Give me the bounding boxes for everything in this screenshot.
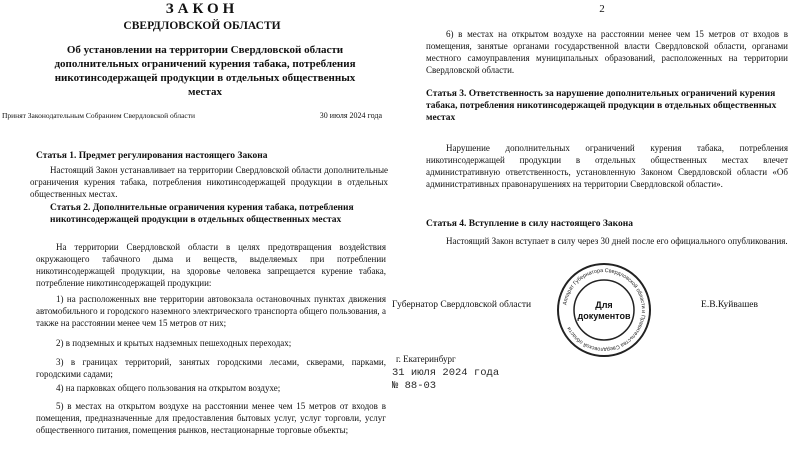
official-stamp [554,260,654,360]
list-item: 4) на парковках общего пользования на открытом воздухе; [56,383,281,393]
article-3-heading: Статья 3. Ответственность за нарушение дополнительных ограничений курения табака, потребления никотинсодержащей продукции в отдельных общественных местах [426,89,777,123]
law-title: ЗАКОН [165,1,239,17]
article-1-text: Настоящий Закон устанавливает на территории Свердловской области дополнительные ограничения курения табака, потребления никотинсодержащей продукции в отдельных общественных местах. [30,165,388,199]
law-number: № 88-03 [392,380,437,392]
signed-date: 31 июля 2024 года [392,367,500,379]
stamp-inner-ring [574,280,634,340]
adoption-note: Принят Законодательным Собранием Свердловской области [2,111,196,120]
list-item: 3) в границах территорий, занятых городскими лесами, скверами, парками, городскими садами; [36,357,386,379]
article-2-heading: Статья 2. Дополнительные ограничения курения табака, потребления никотинсодержащей продукции в отдельных общественных местах [50,203,354,225]
article-1-heading: Статья 1. Предмет регулирования настоящего Закона [36,151,268,161]
page-number: 2 [599,3,605,15]
list-item: 1) на расположенных вне территории автовокзала остановочных пунктах движения автомобильного и городского наземного электрического транспорта общего пользования, а также на расстоянии менее чем 15 метров от них; [36,294,386,328]
stamp-center-line-1: Для [595,300,613,310]
region-title: СВЕРДЛОВСКОЙ ОБЛАСТИ [123,20,281,32]
stamp-outer-ring [558,264,650,356]
governor-signature-name: Е.В.Куйвашев [701,300,758,310]
city: г. Екатеринбург [396,354,456,364]
article-4-heading: Статья 4. Вступление в силу настоящего Закона [426,219,633,229]
document-page-2 [392,0,800,450]
article-4-text: Настоящий Закон вступает в силу через 30 дней после его официального опубликования. [446,236,788,246]
adoption-date: 30 июля 2024 года [319,111,382,120]
document-title: Об установлении на территории Свердловской области дополнительных ограничений курения табака, потребления никотинсодержащей продукции в отдельных общественных местах [54,44,356,98]
article-3-text: Нарушение дополнительных ограничений курения табака, потребления никотинсодержащей продукции в отдельных общественных местах влечет административную ответственность, установленную Законом Свердловской области «Об административных правонарушениях на территории Свердловской области». [426,143,788,189]
list-item: 5) в местах на открытом воздухе на расстоянии менее чем 15 метров от входов в помещения, предназначенные для предоставления бытовых услуг, услуг торговли, услуг общественного питания, помещения рынков, нестационарные торговые объекты; [36,401,386,435]
stamp-center-line-2: документов [577,311,631,321]
list-item: 6) в местах на открытом воздухе на расстоянии менее чем 15 метров от входов в помещения, занятые органами государственной власти Свердловской области, органами местного самоуправления муниципальных образований, расположенных на территории Свердловской области. [426,29,788,75]
list-item: 2) в подземных и крытых надземных пешеходных переходах; [56,338,292,348]
stamp-ring-text: Аппарат Губернатора Свердловской области и Правительства Свердловской области [562,267,647,353]
article-2-text: На территории Свердловской области в целях предотвращения воздействия окружающего табачного дыма и веществ, выделяемых при потреблении никотинсодержащей продукции, на здоровье человека запрещается курение табака, потребление никотинсодержащей продукции: [36,242,386,288]
governor-title: Губернатор Свердловской области [392,300,532,310]
